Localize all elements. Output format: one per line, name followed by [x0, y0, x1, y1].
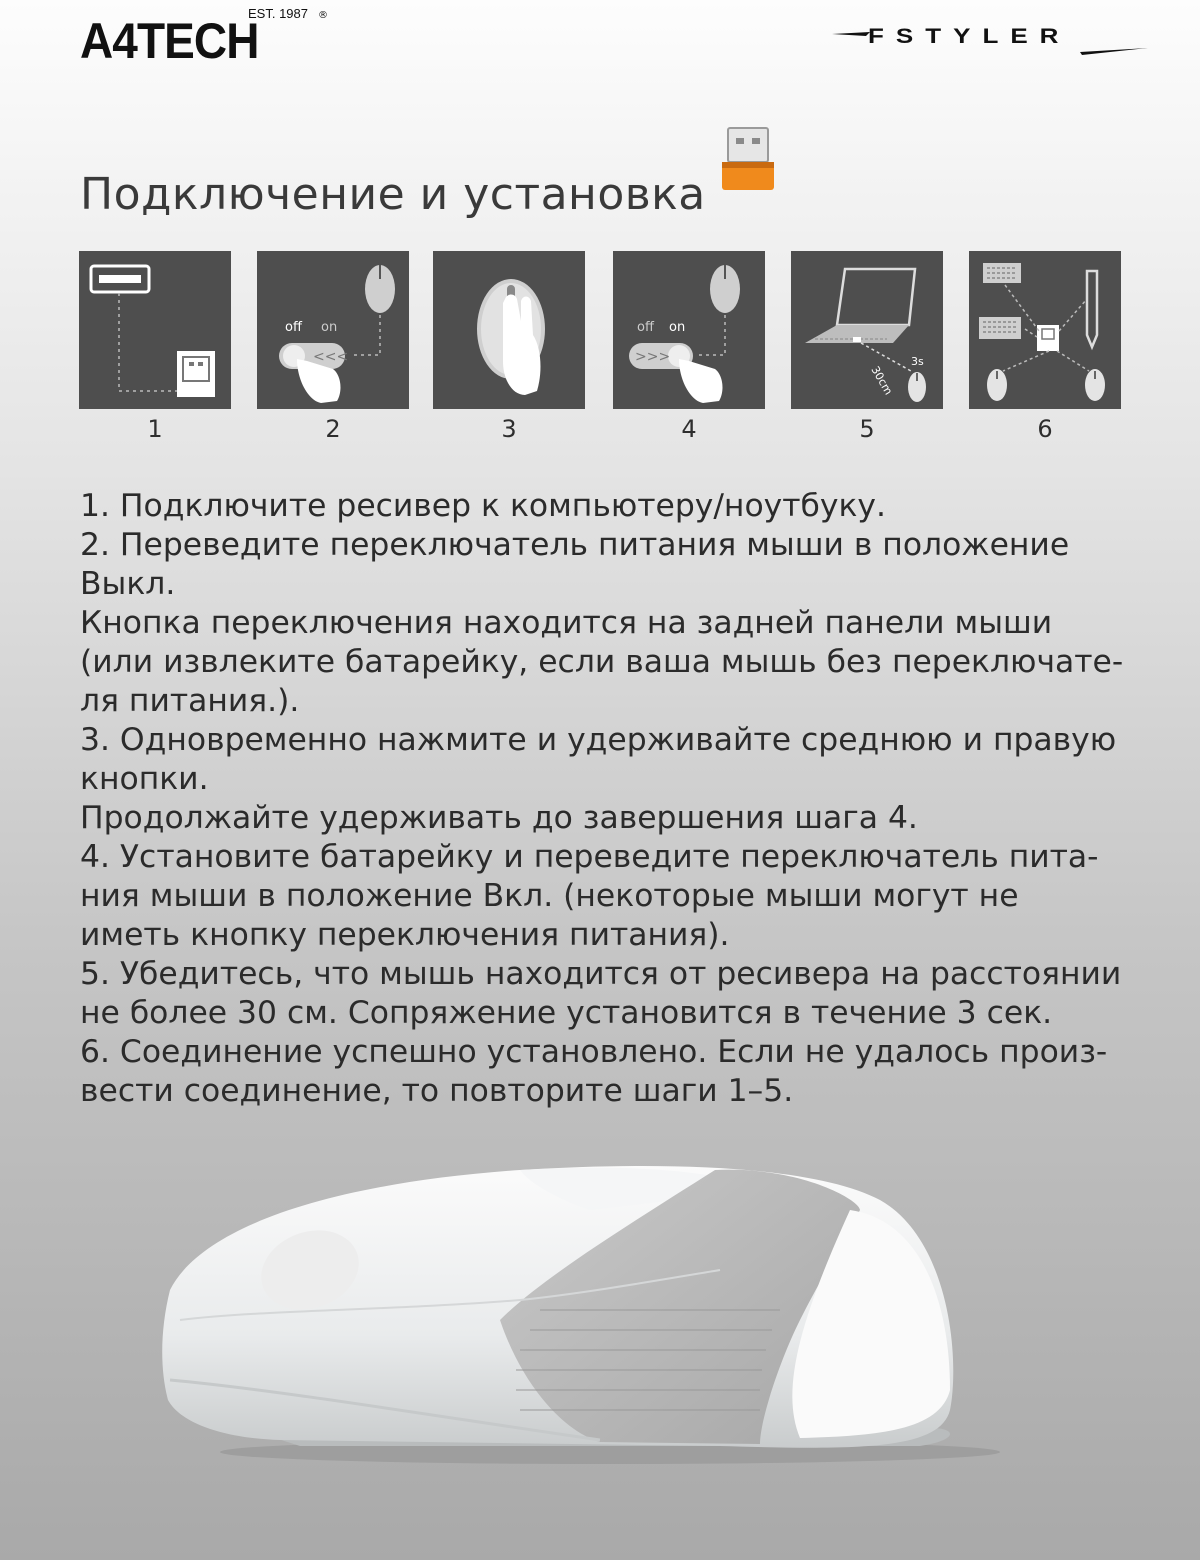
step-6-tile — [969, 251, 1121, 409]
laptop-distance-icon — [791, 251, 943, 409]
step-1-tile — [79, 251, 231, 409]
instruction-line: иметь кнопку переключения питания). — [80, 917, 730, 953]
steps-row — [79, 251, 1122, 451]
mouse-product-image — [160, 1160, 1040, 1470]
instruction-line: 1. Подключите ресивер к компьютеру/ноутбуку. — [80, 488, 886, 524]
instruction-line: 4. Установите батарейку и переведите переключатель пита- — [80, 839, 1099, 875]
step-3-tile — [433, 251, 585, 409]
page-title: Подключение и установка — [80, 169, 706, 221]
instruction-line: 3. Одновременно нажмите и удерживайте среднюю и правую — [80, 722, 1117, 758]
step-number: 6 — [1037, 415, 1053, 443]
switch-off-label: off — [285, 320, 302, 335]
step-1 — [79, 251, 231, 443]
fstyler-logo — [830, 24, 1150, 56]
step-number: 2 — [325, 415, 341, 443]
switch-on-label: on — [321, 320, 338, 335]
fstyler-wordmark: FSTYLER — [868, 24, 1071, 48]
step-number: 1 — [147, 415, 163, 443]
step-2-tile — [257, 251, 409, 409]
instruction-line: Продолжайте удерживать до завершения шага 4. — [80, 800, 918, 836]
instruction-line: 2. Переведите переключатель питания мыши в положение — [80, 527, 1070, 563]
step-2 — [257, 251, 409, 443]
switch-off-label: off — [637, 320, 654, 335]
instruction-line: 5. Убедитесь, что мышь находится от ресивера на расстоянии — [80, 956, 1122, 992]
step-3 — [433, 251, 585, 443]
logo-est: EST. 1987 — [248, 6, 308, 21]
instruction-line: Кнопка переключения находится на задней панели мыши — [80, 605, 1053, 641]
step-4 — [613, 251, 765, 443]
hold-buttons-icon — [433, 251, 585, 409]
instruction-line: ния мыши в положение Вкл. (некоторые мыши могут не — [80, 878, 1019, 914]
step-6 — [969, 251, 1121, 443]
time-label: 3s — [911, 355, 924, 368]
svg-text:<<<: <<< — [313, 349, 349, 365]
instruction-line: вести соединение, то повторите шаги 1–5. — [80, 1073, 794, 1109]
distance-label: 30cm — [868, 364, 896, 398]
instructions-list — [80, 487, 1124, 1111]
step-number: 3 — [501, 415, 517, 443]
logo-wordmark: A4TECH — [80, 13, 259, 69]
switch-on-label: on — [669, 320, 686, 335]
instruction-line: 6. Соединение успешно установлено. Если не удалось произ- — [80, 1034, 1108, 1070]
usb-receiver-icon — [79, 251, 231, 409]
logo-registered: ® — [318, 10, 328, 21]
step-4-tile — [613, 251, 765, 409]
instruction-line: не более 30 см. Сопряжение установится в течение 3 сек. — [80, 995, 1053, 1031]
instruction-line: (или извлеките батарейку, если ваша мышь без переключате- — [80, 644, 1124, 680]
power-switch-off-icon — [257, 251, 409, 409]
instruction-line: ля питания.). — [80, 683, 300, 719]
usb-dongle-icon — [718, 126, 778, 192]
power-switch-on-icon — [613, 251, 765, 409]
a4tech-logo — [80, 6, 330, 69]
step-5-tile — [791, 251, 943, 409]
step-number: 5 — [859, 415, 875, 443]
step-number: 4 — [681, 415, 697, 443]
step-5 — [791, 251, 943, 443]
instruction-line: кнопки. — [80, 761, 209, 797]
svg-text:>>>: >>> — [635, 349, 671, 365]
connected-devices-icon — [969, 251, 1121, 409]
instruction-line: Выкл. — [80, 566, 176, 602]
